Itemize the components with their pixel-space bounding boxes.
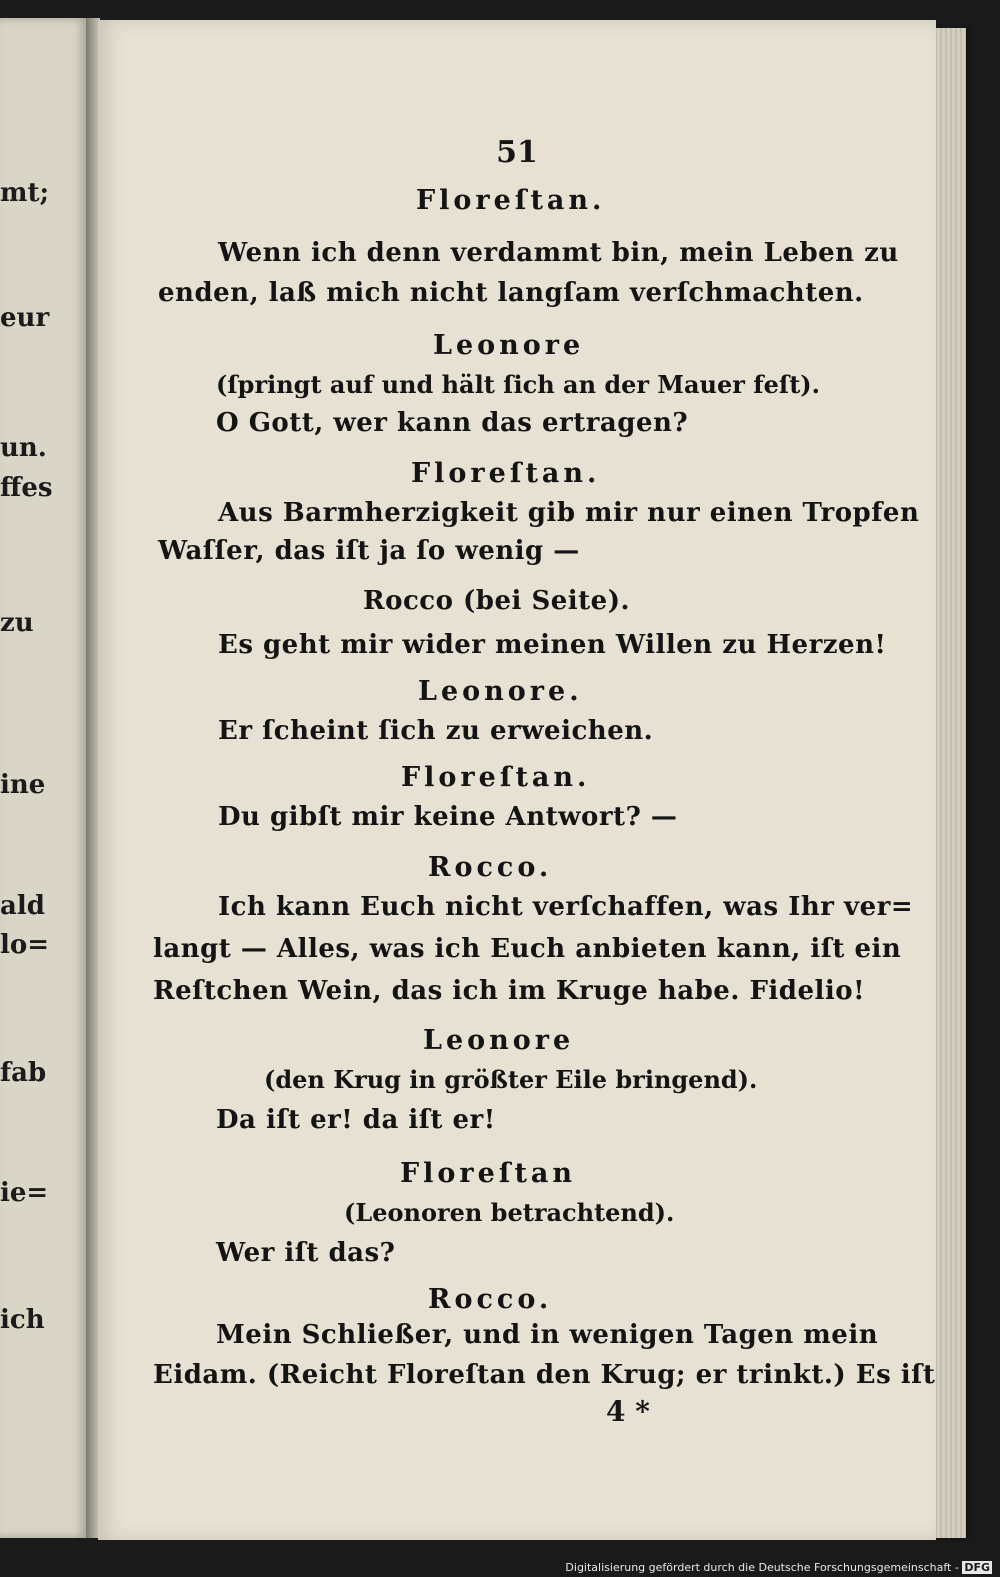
page-number: 51 xyxy=(496,135,538,170)
speaker-name: Rocco. xyxy=(428,1284,553,1315)
left-page-fragment: zu xyxy=(0,608,34,638)
left-page-fragment: un. xyxy=(0,433,47,463)
left-page-fragment: mt; xyxy=(0,178,50,208)
speaker-name: Floreſtan. xyxy=(416,185,606,216)
signature-mark: 4 * xyxy=(606,1395,650,1428)
speaker-name: Leonore xyxy=(433,330,585,361)
text-line: O Gott, wer kann das ertragen? xyxy=(216,408,689,438)
digitization-footer xyxy=(565,1561,992,1574)
left-page xyxy=(0,18,88,1538)
footer-text: Digitalisierung gefördert durch die Deutsche Forschungsgemeinschaft - xyxy=(565,1561,959,1574)
left-page-fragment: ine xyxy=(0,770,46,800)
text-line: Er ſcheint ſich zu erweichen. xyxy=(218,716,654,746)
stage-direction: (den Krug in größter Eile bringend). xyxy=(264,1065,758,1094)
page-edges xyxy=(932,28,966,1538)
left-page-fragment: ie= xyxy=(0,1178,49,1208)
text-line: Aus Barmherzigkeit gib mir nur einen Tropfen xyxy=(218,498,920,528)
text-line: Waſſer, das iſt ja ſo wenig — xyxy=(158,536,580,566)
text-line: Da iſt er! da iſt er! xyxy=(216,1105,496,1135)
text-line: Mein Schließer, und in wenigen Tagen mein xyxy=(216,1320,879,1350)
speaker-name: Leonore xyxy=(423,1025,575,1056)
speaker-name: Floreſtan. xyxy=(411,458,601,489)
left-page-fragment: ald xyxy=(0,891,45,921)
speaker-name: Rocco (bei Seite). xyxy=(363,586,631,616)
speaker-name: Rocco. xyxy=(428,852,553,883)
left-page-fragment: ffes xyxy=(0,473,53,503)
stage-direction: (Leonoren betrachtend). xyxy=(344,1198,675,1227)
text-line: Eidam. (Reicht Floreſtan den Krug; er trinkt.) Es iſt xyxy=(153,1360,936,1390)
left-page-fragment: fab xyxy=(0,1058,47,1088)
stage-direction: (ſpringt auf und hält ſich an der Mauer feſt). xyxy=(216,370,820,399)
text-line: Reſtchen Wein, das ich im Kruge habe. Fidelio! xyxy=(153,976,866,1006)
left-page-fragment: lo= xyxy=(0,930,50,960)
left-page-fragment: eur xyxy=(0,303,50,333)
text-line: langt — Alles, was ich Euch anbieten kann, iſt ein xyxy=(153,934,902,964)
text-line: Wenn ich denn verdammt bin, mein Leben zu xyxy=(218,238,899,268)
speaker-name: Floreſtan xyxy=(400,1158,577,1189)
text-line: Du gibſt mir keine Antwort? — xyxy=(218,802,678,832)
speaker-name: Floreſtan. xyxy=(401,762,591,793)
text-line: Ich kann Euch nicht verſchaffen, was Ihr ver= xyxy=(218,892,914,922)
right-page xyxy=(98,20,936,1540)
dfg-logo: DFG xyxy=(964,1561,990,1574)
text-line: enden, laß mich nicht langſam verſchmachten. xyxy=(158,278,864,308)
speaker-name: Leonore. xyxy=(418,676,583,707)
text-line: Es geht mir wider meinen Willen zu Herzen! xyxy=(218,630,887,660)
text-line: Wer iſt das? xyxy=(216,1238,396,1268)
left-page-fragment: ich xyxy=(0,1305,45,1335)
